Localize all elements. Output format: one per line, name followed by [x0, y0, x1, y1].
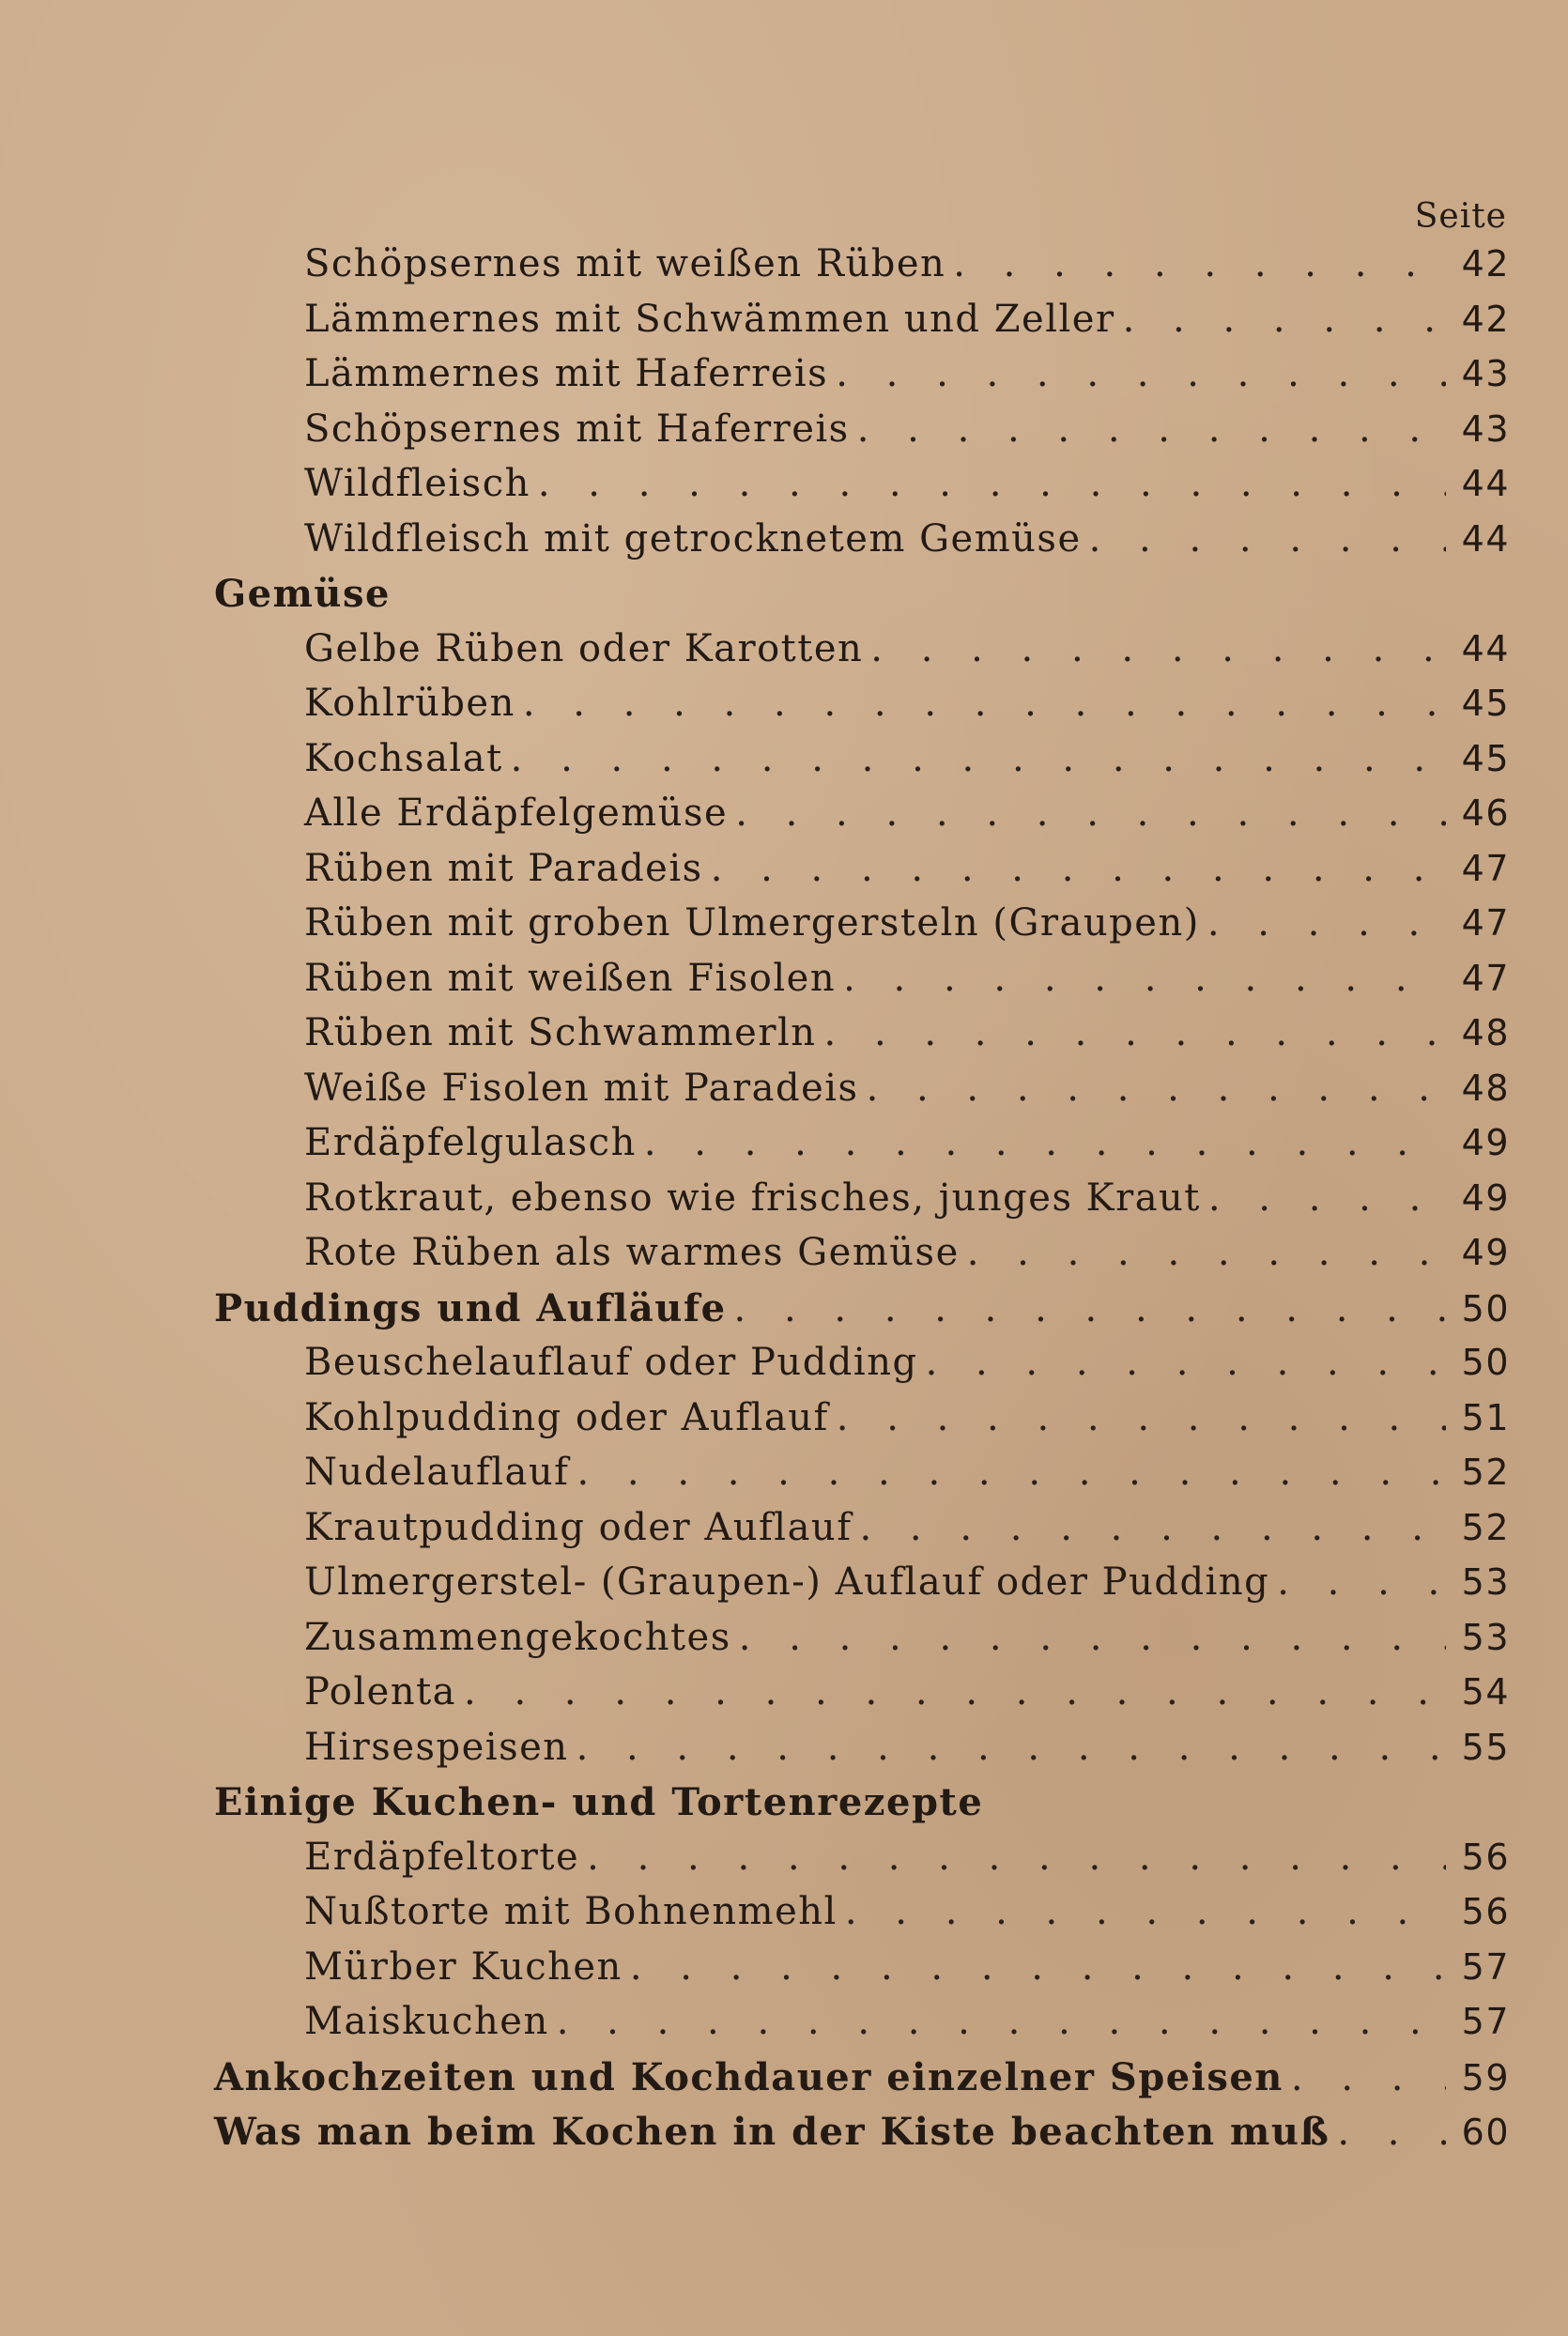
toc-row [214, 407, 1510, 463]
toc-entry-title: Beuschelauflauf oder Pudding [304, 1341, 918, 1384]
toc-entry-title: Polenta [304, 1670, 457, 1714]
toc-page-number: 46 [1461, 792, 1510, 834]
toc-entry-title: Alle Erdäpfelgemüse [304, 791, 729, 835]
toc-page-number: 48 [1461, 1012, 1510, 1053]
toc-row [214, 847, 1510, 902]
page-column-header: Seite [1414, 197, 1507, 236]
toc-page-number: 53 [1461, 1561, 1510, 1603]
toc-page-number: 50 [1461, 1342, 1510, 1383]
toc-page-number: 47 [1461, 902, 1510, 944]
leader-dots [867, 1067, 1446, 1110]
leader-dots [511, 737, 1446, 780]
toc-entry-title: Weiße Fisolen mit Paradeis [304, 1066, 859, 1110]
toc-row [214, 1451, 1510, 1506]
leader-dots [523, 682, 1446, 725]
toc-page-number: 60 [1461, 2112, 1510, 2153]
toc-row [214, 1780, 1510, 1836]
toc-row [214, 791, 1510, 847]
leader-dots [538, 462, 1446, 505]
toc-entry-title: Lämmernes mit Haferreis [304, 352, 829, 395]
toc-row [214, 1560, 1510, 1616]
toc-row [214, 1396, 1510, 1452]
toc-row [214, 1616, 1510, 1671]
toc-page-number: 47 [1461, 847, 1510, 889]
toc-entry-title: Schöpsernes mit Haferreis [304, 407, 850, 451]
toc-entry-title: Zusammengekochtes [304, 1615, 731, 1659]
leader-dots [711, 847, 1446, 890]
toc-page-number: 44 [1461, 517, 1510, 560]
toc-entry-title: Maiskuchen [304, 2000, 549, 2043]
toc-page-number: 56 [1461, 1836, 1510, 1878]
leader-dots [837, 1396, 1446, 1439]
toc-page-number: 57 [1461, 1945, 1510, 1988]
toc-section-title: Einige Kuchen- und Tortenrezepte [214, 1780, 984, 1824]
table-of-contents [214, 242, 1510, 2165]
toc-row [214, 627, 1510, 683]
toc-entry-title: Kochsalat [304, 736, 503, 780]
toc-row [214, 1067, 1510, 1122]
leader-dots [644, 1121, 1446, 1164]
toc-row [214, 682, 1510, 737]
toc-page-number: 49 [1461, 1122, 1510, 1163]
toc-entry-title: Nudelauflauf [304, 1451, 570, 1494]
toc-section-title: Puddings und Aufläufe [214, 1285, 727, 1330]
toc-entry-title: Wildfleisch mit getrocknetem Gemüse [304, 516, 1082, 561]
toc-entry-title: Rüben mit groben Ulmergersteln (Graupen) [304, 901, 1200, 945]
toc-page-number: 52 [1461, 1452, 1510, 1493]
leader-dots [843, 957, 1446, 1000]
toc-entry-title: Schöpsernes mit weißen Rüben [304, 242, 946, 285]
toc-page-number: 49 [1461, 1232, 1510, 1273]
leader-dots [1207, 901, 1446, 945]
toc-page-number: 42 [1461, 243, 1510, 284]
toc-entry-title: Rüben mit Schwammerln [304, 1011, 817, 1054]
toc-page-number: 49 [1461, 1176, 1510, 1219]
toc-row [214, 462, 1510, 517]
toc-row [214, 2055, 1510, 2111]
toc-row [214, 957, 1510, 1012]
toc-entry-title: Rotkraut, ebenso wie frisches, junges Kraut [304, 1176, 1201, 1220]
toc-page-number: 45 [1461, 737, 1510, 779]
toc-row [214, 1945, 1510, 2001]
toc-page-number: 59 [1461, 2056, 1510, 2098]
leader-dots [1291, 2056, 1446, 2099]
toc-entry-title: Rüben mit weißen Fisolen [304, 956, 837, 1000]
leader-dots [576, 1726, 1446, 1769]
toc-section-title: Was man beim Kochen in der Kiste beachten muß [214, 2110, 1330, 2154]
toc-entry-title: Ulmergerstel- (Graupen-) Auflauf oder Pudding [304, 1560, 1270, 1604]
toc-row [214, 517, 1510, 573]
leader-dots [860, 1506, 1447, 1549]
toc-page-number: 50 [1461, 1287, 1510, 1329]
toc-entry-title: Mürber Kuchen [304, 1944, 623, 1989]
toc-row [214, 1286, 1510, 1342]
toc-entry-title: Gelbe Rüben oder Karotten [304, 626, 864, 670]
toc-entry-title: Erdäpfeltorte [304, 1835, 580, 1879]
toc-section-title: Gemüse [214, 572, 391, 616]
toc-entry-title: Erdäpfelgulasch [304, 1121, 637, 1164]
leader-dots [1208, 1176, 1446, 1220]
toc-row [214, 1506, 1510, 1561]
leader-dots [739, 1616, 1446, 1659]
leader-dots [630, 1945, 1446, 1989]
toc-page-number: 53 [1461, 1616, 1510, 1658]
leader-dots [576, 1451, 1446, 1494]
toc-page-number: 45 [1461, 683, 1510, 724]
toc-row [214, 1121, 1510, 1176]
toc-row [214, 1231, 1510, 1286]
toc-row [214, 1011, 1510, 1067]
leader-dots [845, 1890, 1446, 1933]
toc-page-number: 57 [1461, 2001, 1510, 2042]
toc-entry-title: Hirsespeisen [304, 1725, 569, 1769]
toc-page-number: 43 [1461, 407, 1510, 450]
toc-row [214, 1836, 1510, 1891]
toc-row [214, 901, 1510, 957]
toc-entry-title: Lämmernes mit Schwämmen und Zeller [304, 297, 1115, 341]
toc-entry-title: Wildfleisch [304, 462, 530, 505]
toc-row [214, 1670, 1510, 1726]
toc-entry-title: Rote Rüben als warmes Gemüse [304, 1231, 960, 1274]
toc-page-number: 44 [1461, 627, 1510, 669]
toc-row [214, 572, 1510, 627]
toc-entry-title: Krautpudding oder Auflauf [304, 1505, 853, 1549]
toc-page-number: 54 [1461, 1671, 1510, 1713]
toc-entry-title: Rüben mit Paradeis [304, 846, 703, 890]
leader-dots [967, 1231, 1446, 1274]
leader-dots [1123, 298, 1446, 341]
toc-entry-title: Kohlpudding oder Auflauf [304, 1395, 829, 1439]
toc-row [214, 737, 1510, 792]
leader-dots [1089, 517, 1446, 561]
toc-page-number: 47 [1461, 957, 1510, 999]
toc-page-number: 44 [1461, 463, 1510, 504]
toc-row [214, 2000, 1510, 2055]
leader-dots [953, 242, 1446, 285]
toc-row [214, 352, 1510, 407]
toc-row [214, 2110, 1510, 2165]
leader-dots [587, 1836, 1446, 1879]
toc-row [214, 1890, 1510, 1945]
toc-entry-title: Kohlrüben [304, 682, 515, 725]
toc-section-title: Ankochzeiten und Kochdauer einzelner Speisen [214, 2054, 1284, 2099]
toc-page-number: 43 [1461, 353, 1510, 394]
toc-row [214, 1726, 1510, 1781]
leader-dots [836, 352, 1446, 395]
leader-dots [824, 1011, 1446, 1054]
toc-row [214, 298, 1510, 353]
toc-page-number: 51 [1461, 1396, 1510, 1438]
toc-page-number: 56 [1461, 1891, 1510, 1932]
leader-dots [1337, 2111, 1446, 2154]
leader-dots [1277, 1560, 1446, 1604]
toc-page-number: 55 [1461, 1726, 1510, 1768]
toc-page-number: 52 [1461, 1506, 1510, 1548]
toc-row [214, 242, 1510, 298]
leader-dots [857, 407, 1446, 451]
toc-row [214, 1341, 1510, 1396]
toc-page-number: 42 [1461, 298, 1510, 340]
leader-dots [464, 1670, 1446, 1714]
leader-dots [870, 627, 1446, 670]
leader-dots [926, 1341, 1446, 1384]
toc-row [214, 1176, 1510, 1232]
leader-dots [734, 1287, 1446, 1330]
toc-page-number: 48 [1461, 1067, 1510, 1109]
leader-dots [735, 791, 1446, 835]
toc-entry-title: Nußtorte mit Bohnenmehl [304, 1890, 838, 1933]
leader-dots [557, 2000, 1446, 2043]
